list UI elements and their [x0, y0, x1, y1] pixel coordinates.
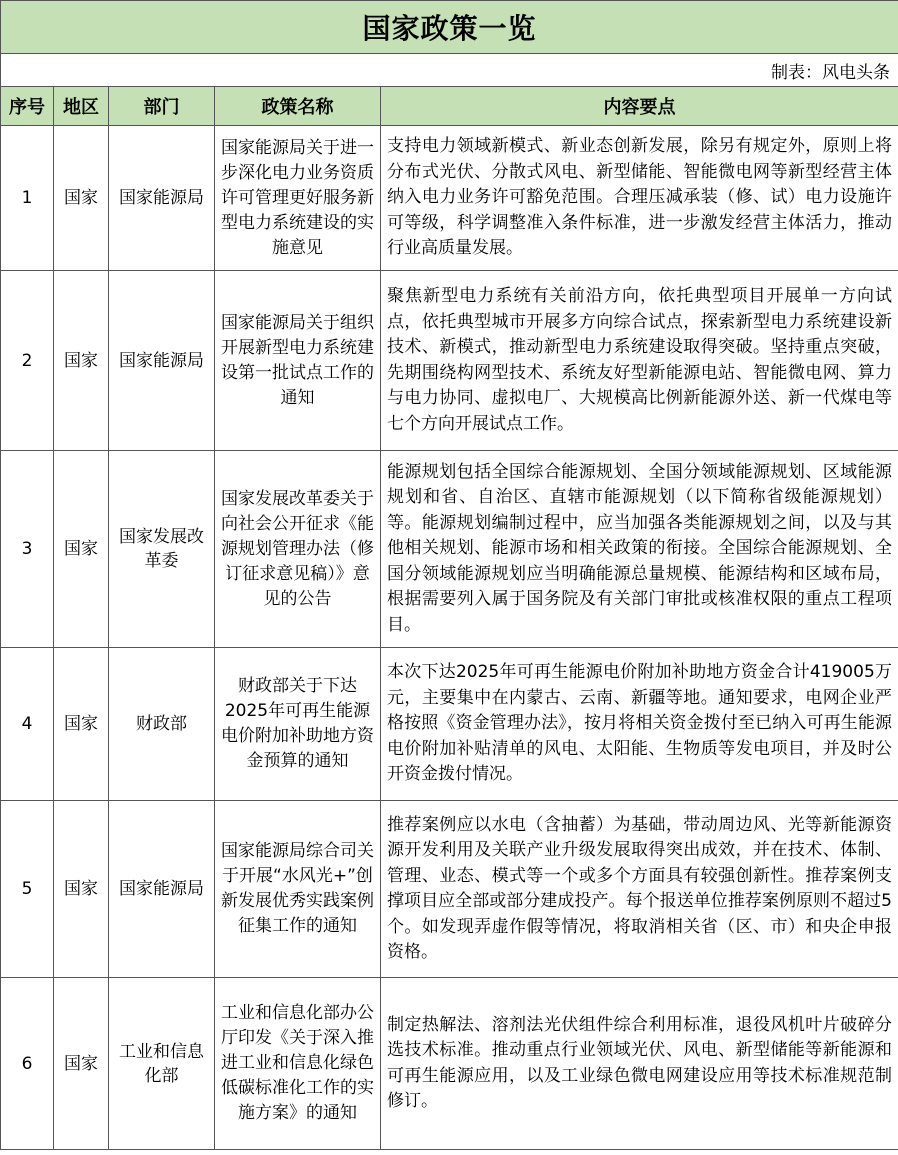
row-content: 本次下达2025年可再生能源电价附加补助地方资金合计419005万元，主要集中在内蒙古、云南、新疆等地。通知要求，电网企业严格按照《资金管理办法》，按月将相关资金拨付至已纳入可再生能源电价附加补贴清单的风电、太阳能、生物质等发电项目，并及时公开资金拨付情况。: [381, 648, 898, 801]
table-title: 国家政策一览: [1, 1, 898, 54]
row-dept: 国家能源局: [109, 126, 215, 271]
header-dept: 部门: [109, 87, 215, 126]
row-region: 国家: [54, 978, 109, 1150]
row-dept: 国家能源局: [109, 271, 215, 451]
header-row: [1, 87, 898, 126]
row-policy-name: 国家能源局关于进一步深化电力业务资质许可管理更好服务新型电力系统建设的实施意见: [215, 126, 381, 271]
table-row: [1, 451, 898, 648]
table-row: [1, 648, 898, 801]
header-content: 内容要点: [381, 87, 898, 126]
row-no: 1: [1, 126, 54, 271]
row-region: 国家: [54, 126, 109, 271]
row-no: 3: [1, 451, 54, 648]
row-dept: 工业和信息化部: [109, 978, 215, 1150]
row-policy-name: 财政部关于下达2025年可再生能源电价附加补助地方资金预算的通知: [215, 648, 381, 801]
row-content: 制定热解法、溶剂法光伏组件综合利用标准，退役风机叶片破碎分选技术标准。推动重点行业领域光伏、风电、新型储能等新能源和可再生能源应用，以及工业绿色微电网建设应用等技术标准规范制修订。: [381, 978, 898, 1150]
row-no: 4: [1, 648, 54, 801]
row-no: 2: [1, 271, 54, 451]
row-region: 国家: [54, 271, 109, 451]
row-no: 6: [1, 978, 54, 1150]
table-row: [1, 271, 898, 451]
header-no: 序号: [1, 87, 54, 126]
row-region: 国家: [54, 801, 109, 978]
table-row: [1, 801, 898, 978]
row-no: 5: [1, 801, 54, 978]
header-region: 地区: [54, 87, 109, 126]
header-name: 政策名称: [215, 87, 381, 126]
row-dept: 国家能源局: [109, 801, 215, 978]
row-dept: 国家发展改革委: [109, 451, 215, 648]
row-policy-name: 国家发展改革委关于向社会公开征求《能源规划管理办法（修订征求意见稿）》意见的公告: [215, 451, 381, 648]
row-policy-name: 国家能源局综合司关于开展“水风光+”创新发展优秀实践案例征集工作的通知: [215, 801, 381, 978]
row-region: 国家: [54, 451, 109, 648]
table-row: [1, 126, 898, 271]
row-region: 国家: [54, 648, 109, 801]
table-credit: 制表：风电头条: [1, 54, 898, 87]
row-content: 聚焦新型电力系统有关前沿方向，依托典型项目开展单一方向试点，依托典型城市开展多方向综合试点，探索新型电力系统建设新技术、新模式，推动新型电力系统建设取得突破。坚持重点突破，先期围绕构网型技术、系统友好型新能源电站、智能微电网、算力与电力协同、虚拟电厂、大规模高比例新能源外送、新一代煤电等七个方向开展试点工作。: [381, 271, 898, 451]
row-content: 支持电力领域新模式、新业态创新发展，除另有规定外，原则上将分布式光伏、分散式风电、新型储能、智能微电网等新型经营主体纳入电力业务许可豁免范围。合理压减承装（修、试）电力设施许可等级，科学调整准入条件标准，进一步激发经营主体活力，推动行业高质量发展。: [381, 126, 898, 271]
row-policy-name: 国家能源局关于组织开展新型电力系统建设第一批试点工作的通知: [215, 271, 381, 451]
row-content: 能源规划包括全国综合能源规划、全国分领域能源规划、区域能源规划和省、自治区、直辖市能源规划（以下简称省级能源规划）等。能源规划编制过程中，应当加强各类能源规划之间，以及与其他相关规划、能源市场和相关政策的衔接。全国综合能源规划、全国分领域能源规划应当明确能源总量规模、能源结构和区域布局，根据需要列入属于国务院及有关部门审批或核准权限的重点工程项目。: [381, 451, 898, 648]
table-row: [1, 978, 898, 1150]
row-policy-name: 工业和信息化部办公厅印发《关于深入推进工业和信息化绿色低碳标准化工作的实施方案》的通知: [215, 978, 381, 1150]
row-dept: 财政部: [109, 648, 215, 801]
row-content: 推荐案例应以水电（含抽蓄）为基础，带动周边风、光等新能源资源开发利用及关联产业升级发展取得突出成效，并在技术、体制、管理、业态、模式等一个或多个方面具有较强创新性。推荐案例支撑项目应全部或部分建成投产。每个报送单位推荐案例原则不超过5个。如发现弄虚作假等情况，将取消相关省（区、市）和央企申报资格。: [381, 801, 898, 978]
